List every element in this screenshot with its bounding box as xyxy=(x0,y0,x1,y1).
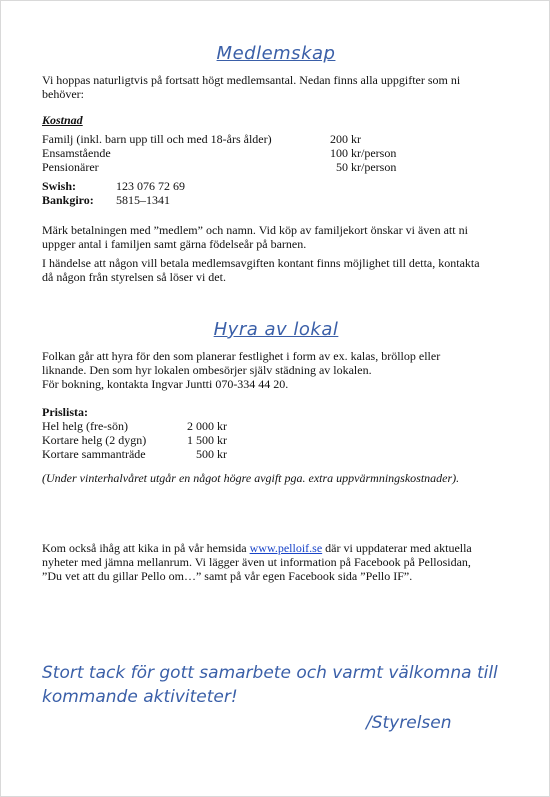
bankgiro-row xyxy=(42,193,185,207)
cash-payment-note: I händelse att någon vill betala medlemsavgiften kontant finns möjlighet till detta, kontakta då någon från styrelsen så löser vi det. xyxy=(42,256,480,284)
cost-row xyxy=(42,132,450,146)
cost-value: 200 kr xyxy=(330,132,361,146)
rental-heading: Hyra av lokal xyxy=(213,319,339,340)
cost-title: Kostnad xyxy=(42,113,83,127)
winter-note: (Under vinterhalvåret utgår en något högre avgift pga. extra uppvärmningskostnader). xyxy=(42,471,460,485)
cost-row xyxy=(42,160,450,174)
swish-number: 123 076 72 69 xyxy=(116,179,185,193)
rental-contact: För bokning, kontakta Ingvar Juntti 070-334 44 20. xyxy=(42,377,289,391)
swish-row xyxy=(42,179,185,193)
cost-value: 50 kr/person xyxy=(330,160,397,174)
payment-info xyxy=(42,179,185,207)
rental-intro: Folkan går att hyra för den som planerar festlighet i form av ex. kalas, bröllop eller liknande. Den som hyr lokalen ombesörjer själv städning av lokalen. xyxy=(42,349,441,377)
cost-label: Pensionärer xyxy=(42,160,99,174)
price-label: Kortare helg (2 dygn) xyxy=(42,433,147,447)
bankgiro-label: Bankgiro: xyxy=(42,193,94,207)
price-value: 1 500 kr xyxy=(187,433,227,447)
price-row xyxy=(42,447,227,461)
website-link[interactable]: www.pelloif.se xyxy=(249,541,323,555)
cost-value: 100 kr/person xyxy=(330,146,397,160)
price-row xyxy=(42,419,227,433)
price-label: Kortare sammanträde xyxy=(42,447,146,461)
cost-row xyxy=(42,146,450,160)
cost-table xyxy=(42,132,450,174)
thank-you-message: Stort tack för gott samarbete och varmt välkomna till kommande aktiviteter! xyxy=(42,663,498,707)
bankgiro-number: 5815–1341 xyxy=(116,193,170,207)
cost-label: Ensamstående xyxy=(42,146,111,160)
payment-note: Märk betalningen med ”medlem” och namn. Vid köp av familjekort önskar vi även att ni uppger antal i familjen samt gärna födelseår på barnen. xyxy=(42,223,468,251)
membership-intro: Vi hoppas naturligtvis på fortsatt högt medlemsantal. Nedan finns alla uppgifter som ni behöver: xyxy=(42,73,461,101)
price-table xyxy=(42,419,227,461)
price-label: Hel helg (fre-sön) xyxy=(42,419,128,433)
price-value: 2 000 kr xyxy=(187,419,227,433)
price-row xyxy=(42,433,227,447)
price-value: 500 kr xyxy=(196,447,227,461)
website-text-after: där vi uppdaterar med aktuella nyheter med jämna mellanrum. Vi lägger även ut information på Facebook på Pellosidan, ”Du vet att du gillar Pello om…” samt på vår egen Facebook sida ”Pello IF”. xyxy=(42,541,472,583)
swish-label: Swish: xyxy=(42,179,77,193)
price-list-title: Prislista: xyxy=(42,405,88,419)
website-text-before: Kom också ihåg att kika in på vår hemsida xyxy=(42,541,250,555)
cost-label: Familj (inkl. barn upp till och med 18-års ålder) xyxy=(42,132,272,146)
membership-heading: Medlemskap xyxy=(216,43,336,64)
website-paragraph xyxy=(42,541,482,583)
signature: /Styrelsen xyxy=(366,713,452,733)
